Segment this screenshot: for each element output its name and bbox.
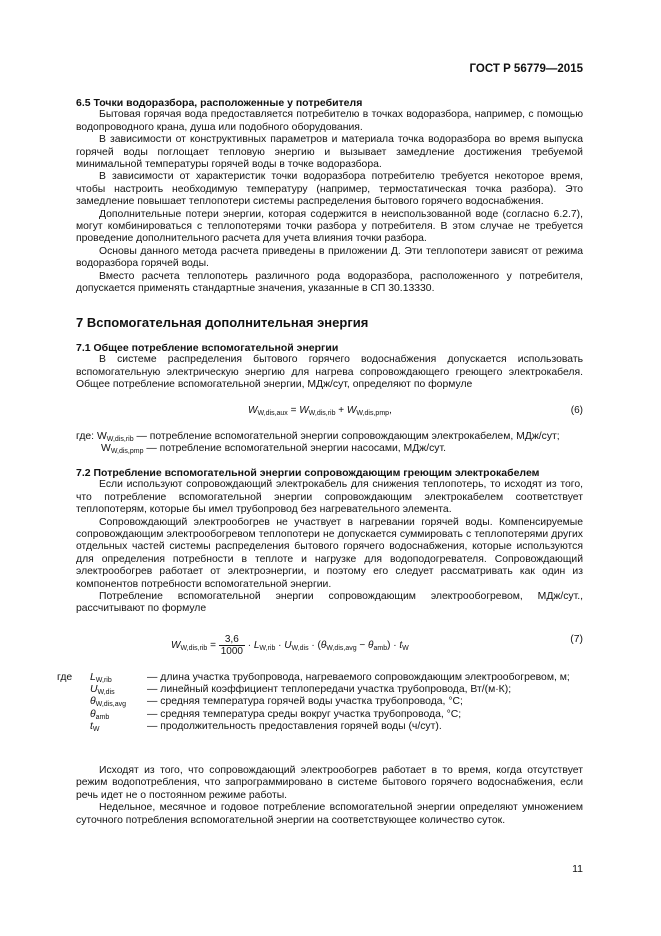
paragraph: Потребление вспомогательной энергии сопровождающим электрообогревом, МДж/сут., рассчитывают по формуле [76, 591, 583, 615]
section-7-1 [76, 342, 583, 392]
legend-definition: — длина участка трубопровода, нагреваемого сопровождающим электрообогревом, м; [147, 672, 570, 683]
paragraph: Бытовая горячая вода предоставляется потребителю в точках водоразбора, например, с помощью водопроводного крана, душа или подобного оборудования. [76, 109, 583, 133]
equation-7-number: (7) [570, 634, 583, 645]
legend-definition: — средняя температура горячей воды участка трубопровода, °С; [147, 696, 463, 708]
equation-7-legend [57, 672, 583, 733]
legend-symbol: $U_{W,dis}$ [90, 684, 115, 697]
section-7-2-title: 7.2 Потребление вспомогательной энергии сопровождающим греющим электрокабелем [76, 467, 540, 479]
equation-6-where [76, 431, 583, 456]
legend-list [57, 672, 583, 733]
paragraph: Дополнительные потери энергии, которая содержится в неиспользованной воде (согласно 6.2.7), могут комбинироваться с теплопотерями точки разбора у потребителя. В этом случае не требуется проведение дополнительного расчета для учета влияния точки разбора. [76, 208, 583, 245]
page-number: 11 [572, 863, 583, 875]
fraction: $\frac{3,6}{1000}$ [220, 634, 243, 657]
section-7-1-title: 7.1 Общее потребление вспомогательной энергии [76, 342, 339, 354]
equation-6-number: (6) [570, 405, 583, 416]
legend-row [57, 672, 583, 684]
where-line-1: где: $W_{W,dis,rib}$ — потребление вспомогательной энергии сопровождающим электрокабелем, МДж/сут; [76, 431, 560, 443]
legend-row [76, 709, 583, 721]
equation-7-formula: $W_{W,dis,rib}$ = $\frac{3,6}{1000}$ · $L_{W,rib} \cdot U_{W,dis} \cdot (\theta_{W,dis,avg} - \theta_{amb}) \cdot t_W$ [171, 634, 409, 657]
paragraph: Недельное, месячное и годовое потребление вспомогательной энергии определяют умножением суточного потребления вспомогательной энергии на соответствующее количество суток. [76, 802, 583, 826]
legend-where-label: где [57, 672, 73, 683]
legend-symbol: $\theta_{W,dis,avg}$ [90, 696, 126, 709]
paragraph: В зависимости от характеристик точки водоразбора потребителю требуется некоторое время, чтобы настроить необходимую температуру (например, термостатическая точка разбора). Это замедление повышает теплопотери системы распределения бытового горячего водоснабжения. [76, 171, 583, 208]
paragraph: Сопровождающий электрообогрев не участвует в нагревании горячей воды. Компенсируемые сопровождающим электрообогревом теплопотери не допускается суммировать с теплопотерями других отдельных частей системы распределения бытового горячего водоснабжения, которые используются для определения потребности в теплоте и нагрузке для водоподогревателя. Сопровождающий электрообогрев работает от электроэнергии, и поэтому его следует рассматривать как один из компонентов потребности вспомогательной энергии. [76, 516, 583, 590]
equation-6 [76, 405, 583, 419]
paragraph: Основы данного метода расчета приведены в приложении Д. Эти теплопотери зависят от режима водоразбора горячей воды. [76, 245, 583, 270]
paragraph: Если используют сопровождающий электрокабель для снижения теплопотерь, то исходят из того, что потребление вспомогательной энергии сопровождающим электрокабелем соответствует теплопотерям, которые бы имел трубопровод без нагревательного элемента. [76, 479, 583, 516]
section-6-5-title: 6.5 Точки водоразбора, расположенные у потребителя [76, 97, 363, 109]
paragraph: Вместо расчета теплопотерь различного рода водоразбора, расположенного у потребителя, допускается применять стандартные значения, указанные в СП 30.13330. [76, 270, 583, 295]
legend-row [76, 721, 583, 733]
section-7-2 [76, 467, 583, 616]
legend-symbol: $t_W$ [90, 720, 100, 733]
legend-row [76, 696, 583, 708]
legend-symbol: $L_{W,rib}$ [90, 672, 112, 684]
equation-6-formula: $W_{W,dis,aux} = W_{W,dis,rib} + W_{W,dis,pmp}$, [248, 405, 392, 417]
section-6-5 [76, 97, 583, 296]
paragraph: В зависимости от конструктивных параметров и материала точка водоразбора во время выпуска горячей воды поглощает тепловую энергию и вызывает замедление достижения требуемой минимальной температуры горячей воды в точке водоразбора. [76, 134, 583, 171]
standard-header: ГОСТ Р 56779—2015 [469, 63, 583, 75]
section-7-2-cont [76, 765, 583, 827]
paragraph: В системе распределения бытового горячего водоснабжения допускается использовать вспомогательную электрическую энергию для нагрева сопровождающего греющего электрокабеля. Общее потребление вспомогательной энергии, МДж/сут, определяют по формуле [76, 354, 583, 391]
legend-row [76, 684, 583, 696]
paragraph: Исходят из того, что сопровождающий электрообогрев работает в то время, когда отсутствует режим водопотребления, что запрограммировано в системе бытового горячего водоснабжения, если речь идет не о постоянном режиме работы. [76, 765, 583, 801]
where-line-2: $W_{W,dis,pmp}$ — потребление вспомогательной энергии насосами, МДж/сут. [101, 443, 446, 456]
legend-definition: — средняя температура среды вокруг участка трубопровода, °С; [147, 708, 462, 720]
legend-symbol: $\theta_{amb}$ [90, 708, 110, 721]
legend-definition: — продолжительность предоставления горячей воды (ч/сут). [147, 720, 442, 732]
legend-definition: — линейный коэффициент теплопередачи участка трубопровода, Вт/(м·К); [147, 684, 512, 696]
section-7-title: 7 Вспомогательная дополнительная энергия [76, 315, 369, 330]
equation-7 [76, 634, 583, 660]
section-7 [76, 315, 583, 330]
